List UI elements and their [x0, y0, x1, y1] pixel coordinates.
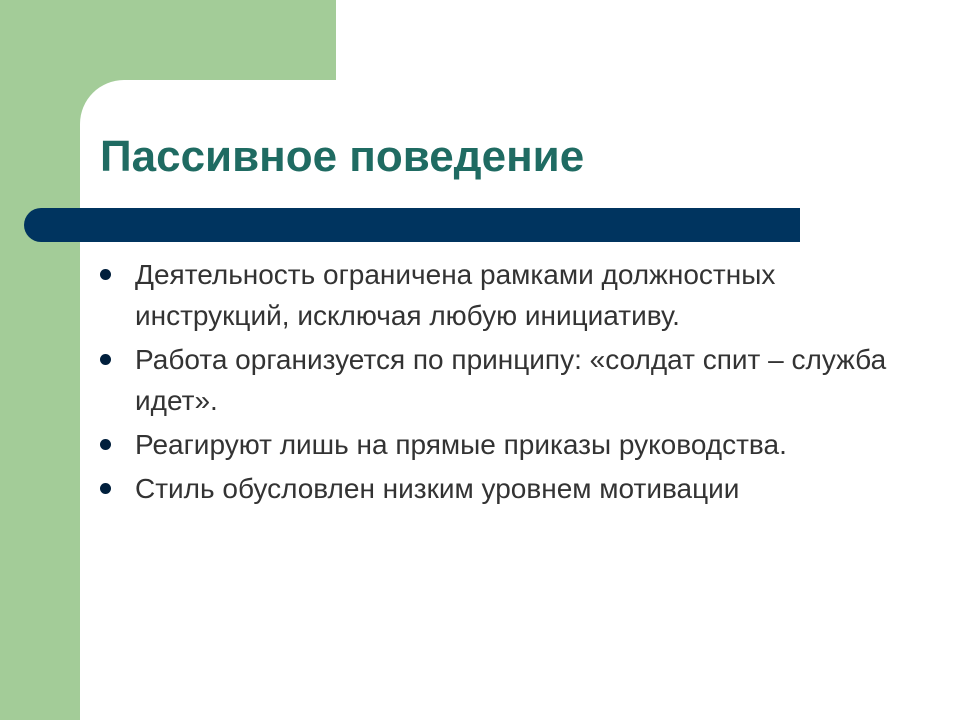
bullet-item — [100, 339, 900, 421]
bullet-text: Работа организуется по принципу: «солдат спит – служба идет». — [135, 344, 887, 416]
bullet-item — [100, 424, 900, 465]
slide-title: Пассивное поведение — [100, 132, 585, 181]
bullet-dot-icon — [100, 354, 111, 365]
bullet-dot-icon — [100, 483, 111, 494]
bullet-text: Реагируют лишь на прямые приказы руководства. — [135, 429, 787, 460]
bullet-text: Деятельность ограничена рамками должностных инструкций, исключая любую инициативу. — [135, 259, 776, 331]
bullet-item — [100, 468, 900, 509]
bullet-dot-icon — [100, 439, 111, 450]
bullet-item — [100, 254, 900, 336]
bullet-text: Стиль обусловлен низким уровнем мотивации — [135, 473, 740, 504]
bullet-dot-icon — [100, 269, 111, 280]
bullet-list — [100, 254, 900, 512]
title-underline-bar — [24, 208, 800, 242]
